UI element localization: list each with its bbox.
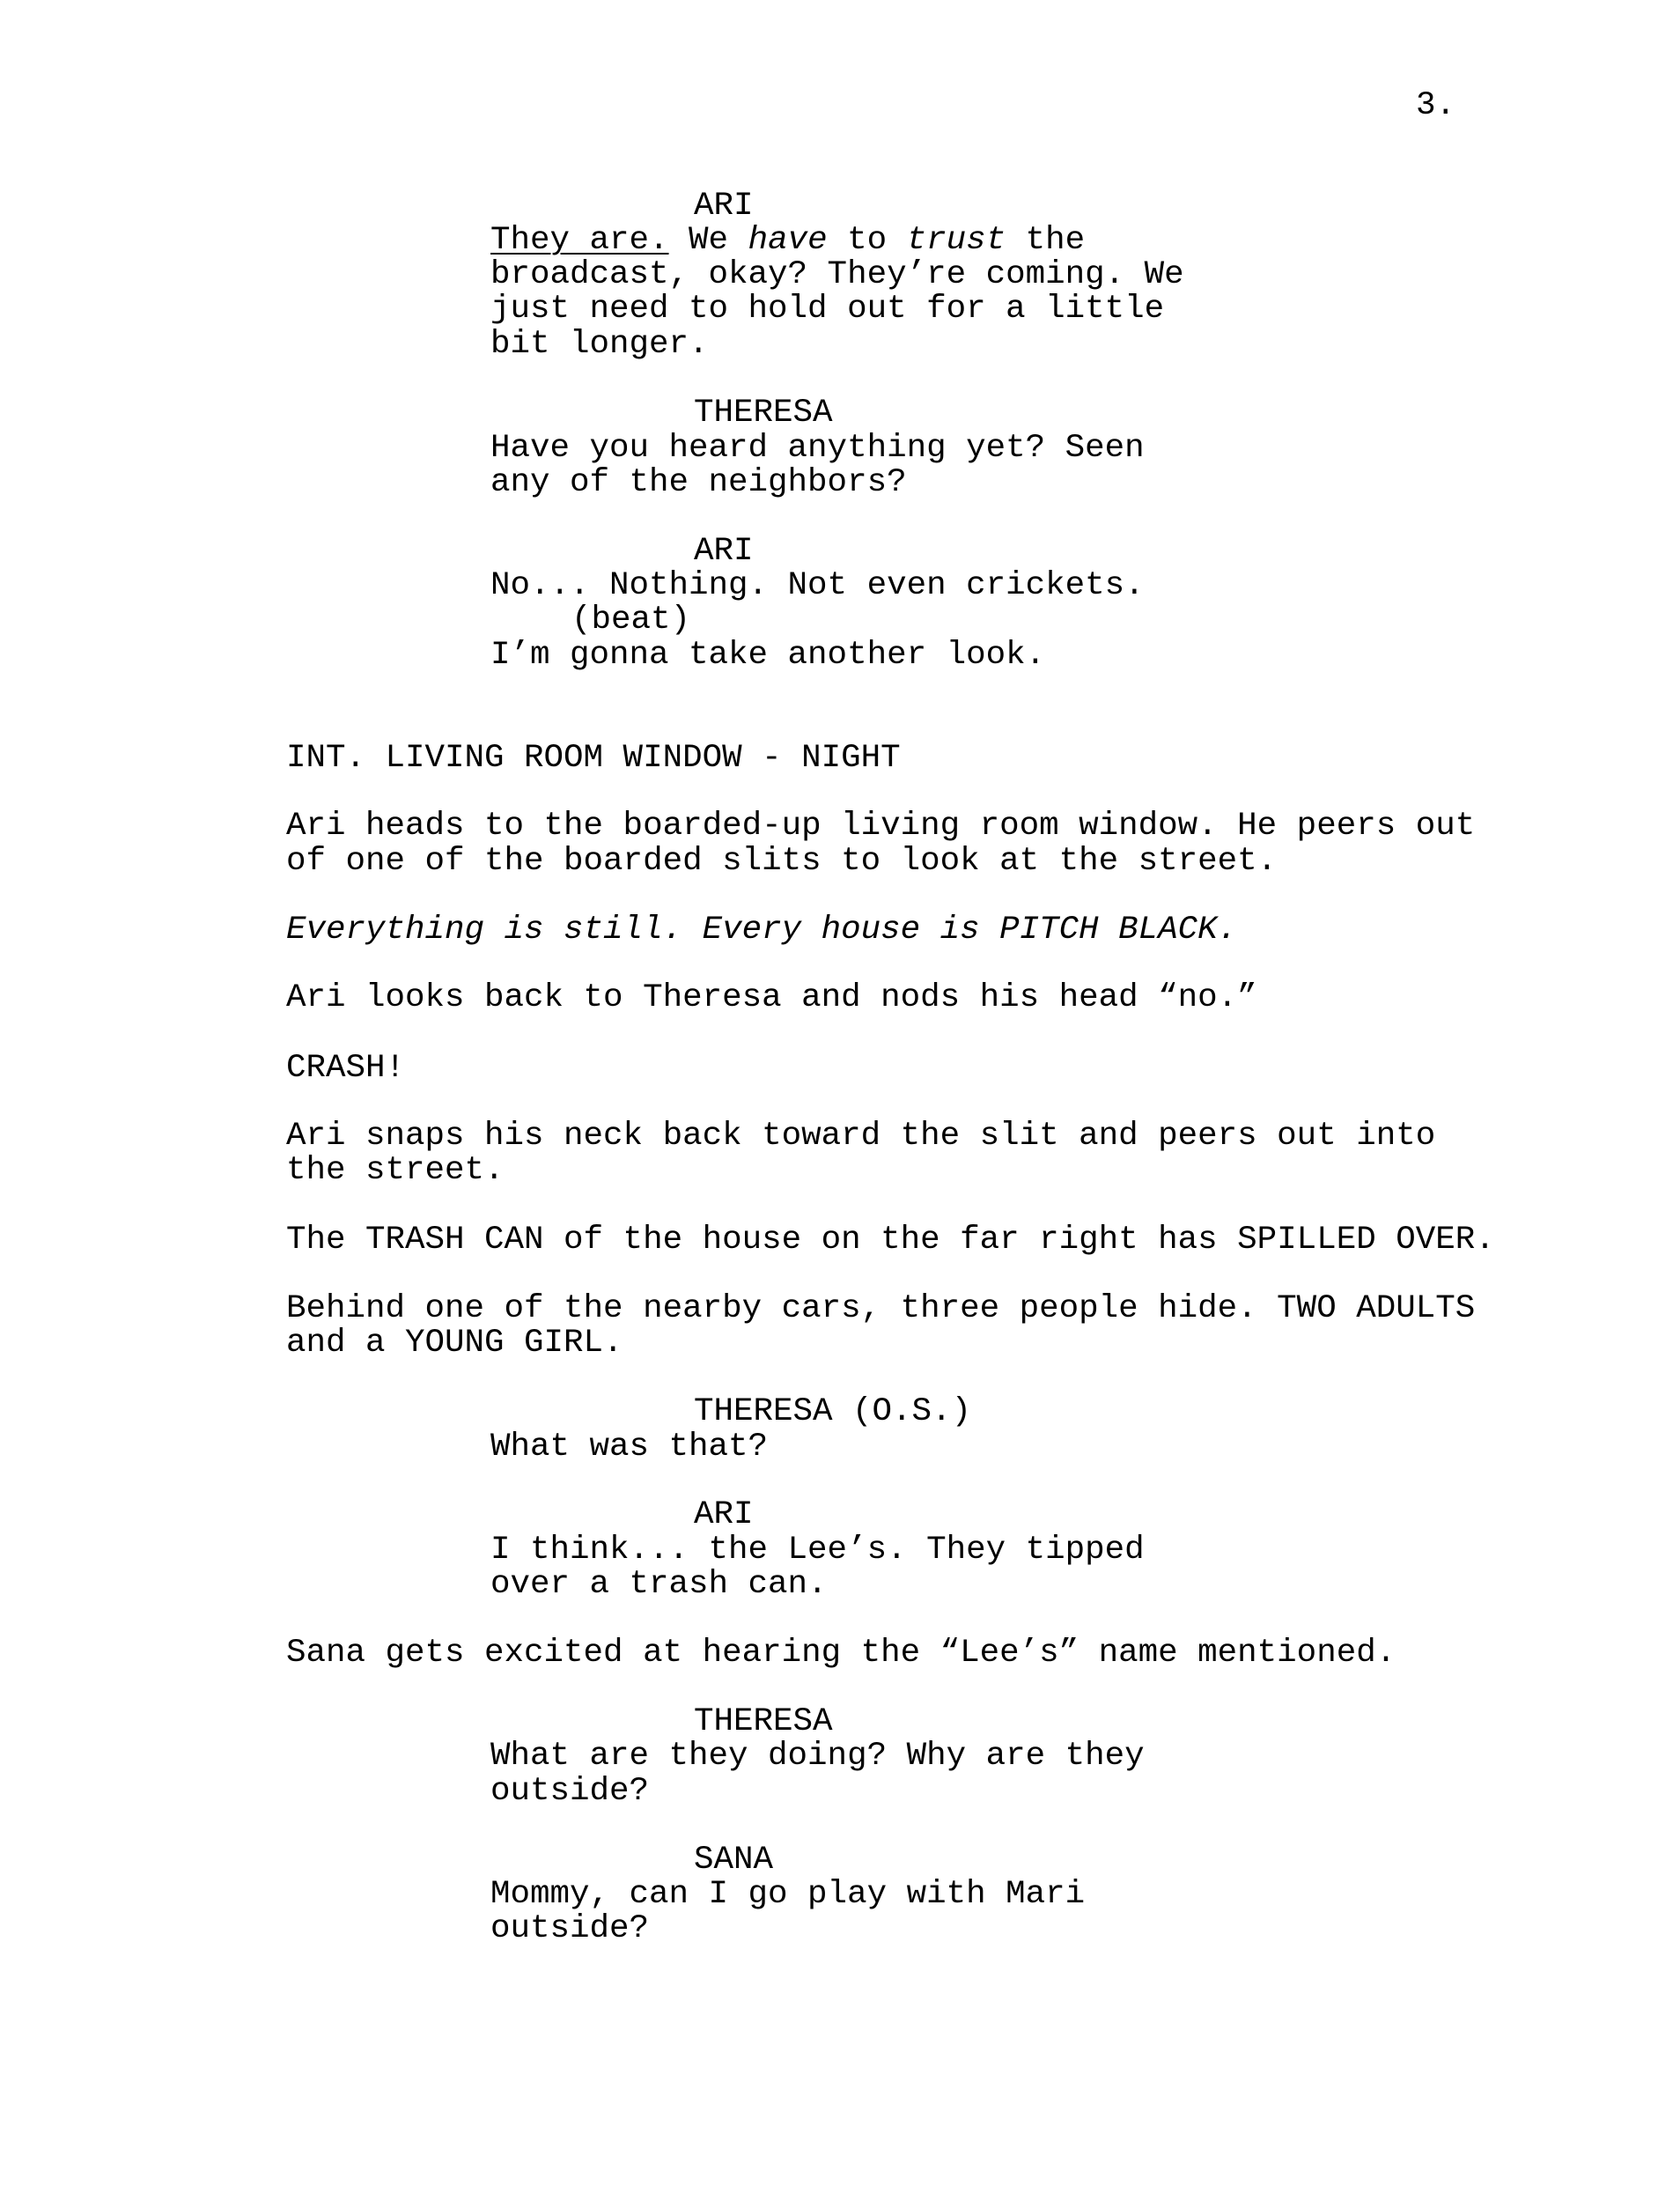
dialogue-line: What was that?	[490, 1429, 769, 1466]
italic-text: have	[748, 222, 828, 259]
character-name: THERESA	[694, 1703, 833, 1740]
dialogue-text: We	[668, 222, 748, 259]
dialogue-line: broadcast, okay? They’re coming. We	[490, 256, 1184, 293]
scene-heading: INT. LIVING ROOM WINDOW - NIGHT	[286, 740, 901, 777]
character-name: THERESA (O.S.)	[694, 1393, 972, 1430]
dialogue-line: any of the neighbors?	[490, 464, 907, 501]
action-line: and a YOUNG GIRL.	[286, 1325, 623, 1362]
action-line: Ari heads to the boarded-up living room window. He peers out	[286, 808, 1476, 845]
dialogue-line: Have you heard anything yet? Seen	[490, 430, 1145, 467]
action-line: The TRASH CAN of the house on the far right has SPILLED OVER.	[286, 1222, 1495, 1259]
dialogue-text: the	[1006, 222, 1086, 259]
action-line: the street.	[286, 1152, 505, 1189]
character-name: SANA	[694, 1842, 774, 1879]
parenthetical: (beat)	[571, 602, 691, 639]
italic-text: Everything is still. Every house is PITCH BLACK.	[286, 912, 1238, 949]
italic-text: trust	[906, 222, 1006, 259]
character-name: ARI	[694, 1496, 754, 1533]
page-number: 3.	[1416, 87, 1456, 124]
dialogue-text: to	[827, 222, 907, 259]
character-name: ARI	[694, 188, 754, 225]
dialogue-line: I’m gonna take another look.	[490, 637, 1046, 674]
dialogue-line: outside?	[490, 1910, 650, 1947]
dialogue-line: just need to hold out for a little	[490, 291, 1165, 328]
dialogue-line: over a trash can.	[490, 1566, 828, 1603]
action-line: Ari snaps his neck back toward the slit and peers out into	[286, 1118, 1436, 1155]
underlined-text: They are.	[490, 222, 669, 259]
dialogue-line: outside?	[490, 1773, 650, 1810]
action-line: Ari looks back to Theresa and nods his head “no.”	[286, 979, 1257, 1016]
action-line: CRASH!	[286, 1050, 406, 1087]
action-line: Sana gets excited at hearing the “Lee’s” name mentioned.	[286, 1635, 1396, 1672]
dialogue-line: Mommy, can I go play with Mari	[490, 1876, 1086, 1913]
character-name: ARI	[694, 533, 754, 570]
action-line: of one of the boarded slits to look at the street.	[286, 843, 1278, 880]
action-line: Behind one of the nearby cars, three people hide. TWO ADULTS	[286, 1290, 1476, 1327]
dialogue-line	[490, 223, 1085, 258]
dialogue-line: No... Nothing. Not even crickets.	[490, 567, 1145, 604]
character-name: THERESA	[694, 395, 833, 432]
dialogue-line: I think... the Lee’s. They tipped	[490, 1532, 1145, 1569]
dialogue-line: bit longer.	[490, 326, 709, 363]
dialogue-line: What are they doing? Why are they	[490, 1738, 1145, 1775]
action-line-italic	[286, 912, 1237, 948]
